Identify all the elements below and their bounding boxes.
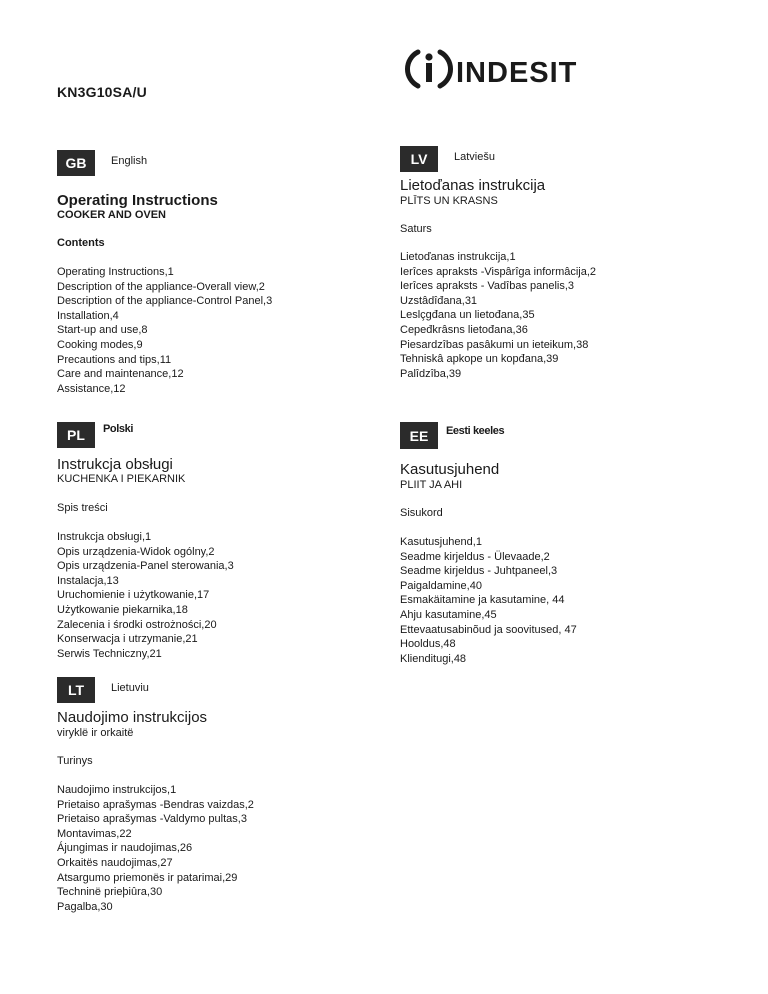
language-badge-gb: GB [57,150,95,176]
indesit-logo [404,44,596,92]
brand-wordmark: INDESIT [456,57,578,89]
list-item: Seadme kirjeldus - Ülevaade,2 [400,550,550,563]
language-name-lt: Lietuviu [111,682,149,694]
contents-list-lt [57,783,254,914]
list-item: Klienditugi,48 [400,652,467,665]
list-item: Installation,4 [57,309,119,322]
list-item: Hooldus,48 [400,638,456,651]
list-item: Prietaiso aprašymas -Bendras vaizdas,2 [57,798,254,811]
list-item: Lietoďanas instrukcija,1 [400,251,516,263]
list-item: Ierîces apraksts - Vadîbas panelis,3 [400,280,575,293]
contents-list-gb [57,265,272,396]
list-item: Kasutusjuhend,1 [400,536,482,548]
section-title-lt: Naudojimo instrukcijos [57,709,208,726]
list-item: Opis urządzenia-Panel sterowania,3 [57,560,234,573]
list-item: Orkaitës naudojimas,27 [57,856,173,869]
list-item: Pagalba,30 [57,900,113,913]
contents-list-ee [400,535,577,666]
list-item: Użytkowanie piekarnika,18 [57,603,188,616]
list-item: Seadme kirjeldus - Juhtpaneel,3 [400,565,558,578]
list-item: Cooking modes,9 [57,338,143,351]
language-name-lv: Latviešu [454,151,495,163]
section-title-lv: Lietoďanas instrukcija [400,177,546,194]
contents-heading-ee: Sisukord [400,507,443,519]
language-name-gb: English [111,155,148,167]
language-name-ee: Eesti keeles [446,425,505,437]
list-item: Instrukcja obsługi,1 [57,531,152,543]
list-item: Zalecenia i środki ostrożności,20 [57,618,217,631]
contents-list-lv [400,250,596,381]
list-item: Ahju kasutamine,45 [400,608,497,621]
indesit-logo-icon [404,44,596,92]
list-item: Prietaiso aprašymas -Valdymo pultas,3 [57,813,247,826]
language-badge-lv: LV [400,146,438,172]
list-item: Palîdzîba,39 [400,367,462,380]
list-item: Ierîces apraksts -Vispârîga informâcija,2 [400,265,597,278]
list-item: Description of the appliance-Control Panel,3 [57,295,273,308]
list-item: Serwis Techniczny,21 [57,647,162,660]
list-item: Assistance,12 [57,382,126,395]
list-item: Cepeđkrâsns lietođana,36 [400,323,528,336]
section-title-ee: Kasutusjuhend [400,461,500,478]
list-item: Montavimas,22 [57,827,132,840]
section-subtitle-gb: COOKER AND OVEN [57,209,166,221]
contents-heading-pl: Spis treści [57,502,108,514]
section-subtitle-lt: viryklë ir orkaitë [57,727,134,739]
list-item: Konserwacja i utrzymanie,21 [57,633,198,646]
section-subtitle-lv: PLĪTS UN KRASNS [400,195,498,207]
language-name-pl: Polski [103,423,134,435]
model-number: KN3G10SA/U [57,84,147,100]
contents-heading-lv: Saturs [400,223,432,235]
list-item: Precautions and tips,11 [57,353,172,366]
list-item: Tehniskâ apkope un kopđana,39 [400,353,559,366]
list-item: Leslçgđana un lietođana,35 [400,309,535,322]
language-badge-ee: EE [400,422,438,449]
section-subtitle-ee: PLIIT JA AHI [400,479,463,491]
section-title-gb: Operating Instructions [57,192,218,209]
contents-heading-gb: Contents [57,237,105,249]
list-item: Description of the appliance-Overall view,2 [57,280,265,293]
list-item: Atsargumo priemonës ir patarimai,29 [57,871,238,884]
list-item: Techninë prieþiûra,30 [57,886,163,899]
list-item: Care and maintenance,12 [57,368,184,381]
contents-list-pl [57,530,234,661]
list-item: Ettevaatusabinõud ja soovitused, 47 [400,623,577,636]
language-badge-lt: LT [57,677,95,703]
list-item: Opis urządzenia-Widok ogólny,2 [57,545,215,558]
section-subtitle-pl: KUCHENKA I PIEKARNIK [57,473,186,485]
list-item: Start-up and use,8 [57,324,148,337]
list-item: Naudojimo instrukcijos,1 [57,784,177,796]
list-item: Piesardzîbas pasâkumi un ieteikum,38 [400,338,589,351]
contents-heading-lt: Turinys [57,755,93,767]
list-item: Uruchomienie i użytkowanie,17 [57,589,210,602]
list-item: Esmakäitamine ja kasutamine, 44 [400,594,565,607]
list-item: Ájungimas ir naudojimas,26 [57,842,193,855]
language-badge-pl: PL [57,422,95,448]
list-item: Uzstâdîđana,31 [400,294,478,307]
list-item: Operating Instructions,1 [57,266,174,278]
list-item: Paigaldamine,40 [400,579,482,592]
list-item: Instalacja,13 [57,574,119,587]
section-title-pl: Instrukcja obsługi [57,456,173,473]
